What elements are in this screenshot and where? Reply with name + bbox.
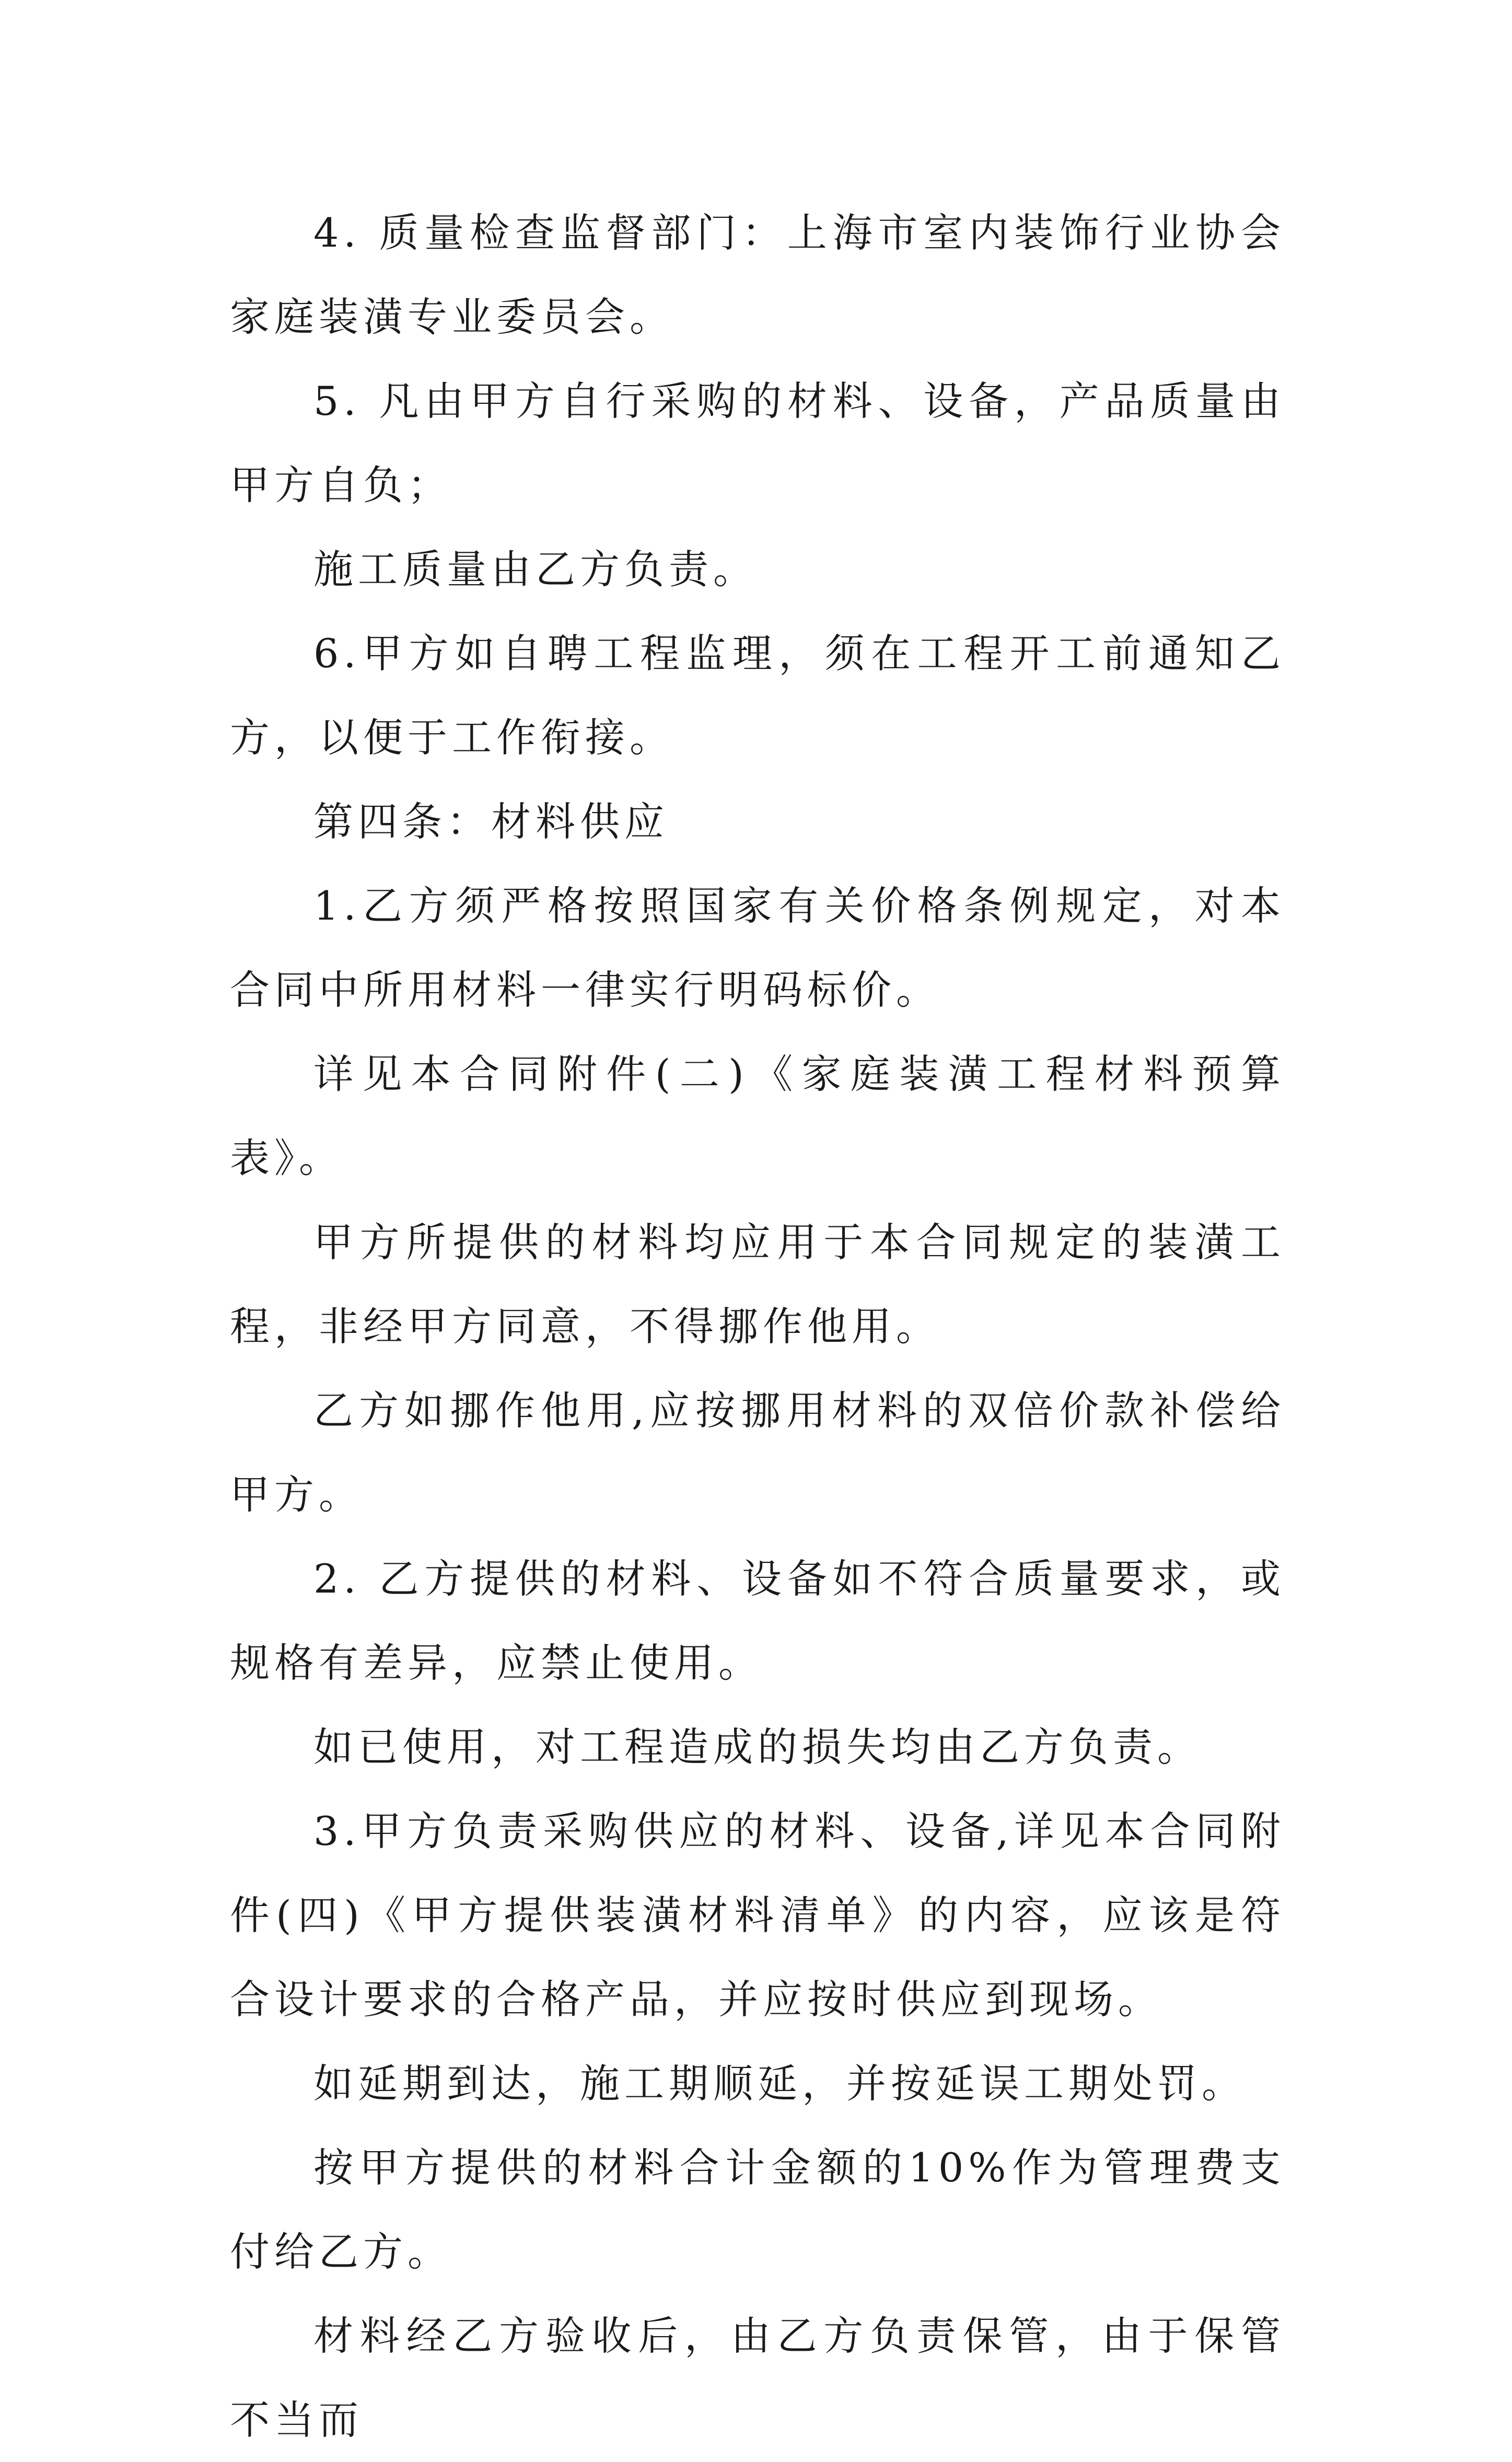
paragraph: 6.甲方如自聘工程监理，须在工程开工前通知乙方，以便于工作衔接。: [230, 630, 1285, 761]
paragraph: 3.甲方负责采购供应的材料、设备,详见本合同附件(四)《甲方提供装潢材料清单》的内容，应该是符合设计要求的合格产品，并应按时供应到现场。: [230, 1808, 1285, 2023]
paragraph: 材料经乙方验收后，由乙方负责保管，由于保管不当而: [230, 2313, 1285, 2443]
paragraph: 按甲方提供的材料合计金额的10%作为管理费支付给乙方。: [230, 2144, 1285, 2275]
section-heading: 第四条：材料供应: [313, 798, 669, 845]
paragraph: 1.乙方须严格按照国家有关价格条例规定，对本合同中所用材料一律实行明码标价。: [230, 882, 1285, 1013]
paragraph: 施工质量由乙方负责。: [313, 546, 758, 593]
paragraph: 详见本合同附件(二)《家庭装潢工程材料预算表》。: [230, 1051, 1285, 1181]
paragraph: 如已使用，对工程造成的损失均由乙方负责。: [313, 1724, 1202, 1770]
paragraph: 2. 乙方提供的材料、设备如不符合质量要求，或规格有差异，应禁止使用。: [230, 1555, 1285, 1686]
paragraph: 4. 质量检查监督部门：上海市室内装饰行业协会家庭装潢专业委员会。: [230, 210, 1285, 340]
paragraph: 甲方所提供的材料均应用于本合同规定的装潢工程，非经甲方同意，不得挪作他用。: [230, 1219, 1285, 1350]
paragraph: 5. 凡由甲方自行采购的材料、设备，产品质量由甲方自负；: [230, 378, 1285, 508]
paragraph: 乙方如挪作他用,应按挪用材料的双倍价款补偿给甲方。: [230, 1387, 1285, 1518]
document-body: [230, 191, 1285, 2462]
paragraph: 如延期到达，施工期顺延，并按延误工期处罚。: [313, 2060, 1246, 2107]
